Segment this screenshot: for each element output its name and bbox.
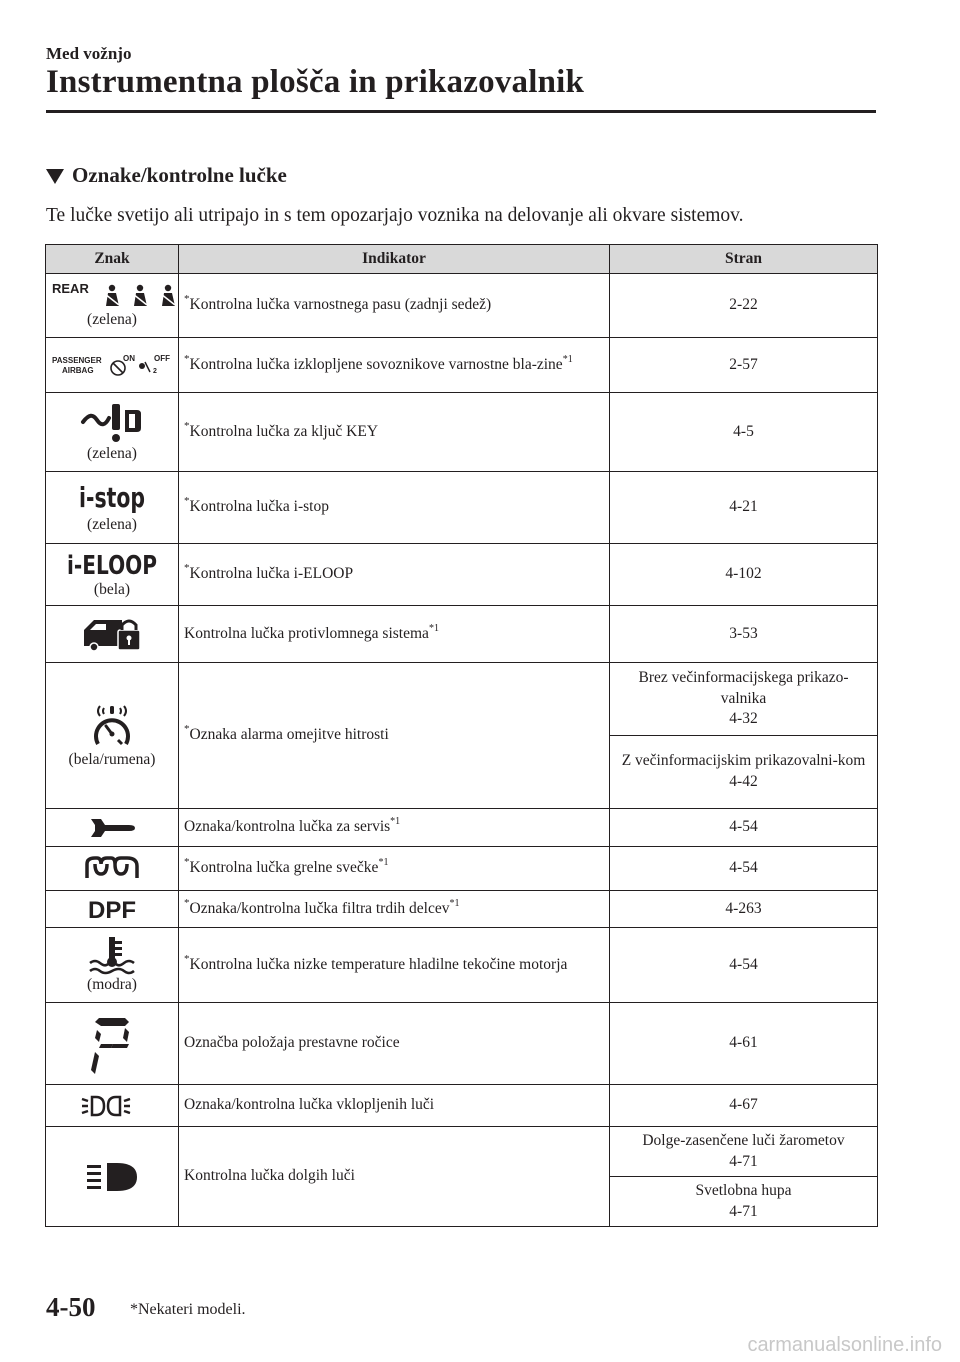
rear-seatbelt-icon (50, 280, 178, 310)
footnote-ref: *1 (428, 622, 439, 634)
icon-color-label: (modra) (87, 975, 137, 993)
page-note: Z večinformacijskim prikazovalni-kom (621, 752, 866, 770)
indicator-text: Kontrolna lučka dolgih luči (184, 1167, 355, 1185)
dpf-icon (81, 896, 143, 922)
indicator-text: Kontrolna lučka izklopljene sovoznikove varnostne bla-zine (189, 355, 563, 373)
asterisk: * (184, 419, 190, 432)
footnote: *Nekateri modeli. (130, 1301, 246, 1318)
indicator-cell (179, 928, 610, 1003)
page-number: 4-32 (729, 710, 758, 728)
indicator-text: Kontrolna lučka i-stop (189, 498, 329, 516)
symbol-cell (46, 393, 179, 472)
page-cell: 2-22 (610, 274, 878, 338)
indicator-cell (179, 472, 610, 544)
table-row (46, 847, 878, 891)
page-cell (610, 663, 878, 736)
symbol-cell (46, 544, 179, 606)
security-lock-icon (82, 616, 142, 652)
wrench-icon (87, 817, 137, 839)
symbol-cell (46, 606, 179, 663)
asterisk: * (184, 562, 190, 575)
symbol-cell (46, 928, 179, 1003)
i-stop-label: i-stop (79, 481, 145, 515)
symbol-cell (46, 274, 179, 338)
footnote-ref: *1 (449, 897, 460, 909)
page-cell: 4-54 (610, 809, 878, 847)
page-note: Svetlobna hupa (695, 1181, 792, 1199)
page-number: 4-50 (46, 1292, 96, 1322)
icon-color-label: (zelena) (87, 516, 137, 534)
airbag-label: AIRBAG (62, 366, 94, 375)
icon-color-label: (bela) (93, 581, 131, 599)
table-row (46, 928, 878, 1003)
gear-position-icon (87, 1012, 137, 1076)
subheading (46, 163, 287, 188)
indicator-cell (179, 663, 610, 809)
header-znak: Znak (46, 245, 179, 274)
table-row (46, 606, 878, 663)
table-row (46, 809, 878, 847)
symbol-cell (46, 472, 179, 544)
page-title: Instrumentna plošča in prikazovalnik (46, 64, 585, 100)
indicator-text: Kontrolna lučka protivlomnega sistema (184, 624, 429, 642)
symbol-cell (46, 1085, 179, 1127)
page-cell (610, 736, 878, 809)
asterisk: * (184, 896, 190, 909)
indicator-cell (179, 544, 610, 606)
page-cell: 2-57 (610, 338, 878, 393)
i-stop-icon (77, 479, 147, 515)
triangle-bullet-icon (46, 169, 64, 184)
table-row (46, 1085, 878, 1127)
indicator-text: Oznaka/kontrolna lučka za servis (184, 818, 391, 836)
key-warning-icon (81, 400, 143, 444)
page-cell: 4-67 (610, 1085, 878, 1127)
page-note: Brez večinformacijskega prikazo-valnika (638, 668, 849, 707)
indicator-cell (179, 1127, 610, 1227)
header-indikator: Indikator (179, 245, 610, 274)
table-row (46, 663, 878, 736)
symbol-cell (46, 809, 179, 847)
indicator-text: Označba položaja prestavne ročice (184, 1034, 400, 1052)
symbol-cell (46, 338, 179, 393)
symbol-cell (46, 847, 179, 891)
asterisk: * (184, 352, 190, 365)
footnote-ref: *1 (378, 857, 389, 869)
page-number: 4-71 (729, 1152, 758, 1170)
page-cell: 4-5 (610, 393, 878, 472)
page-cell: 3-53 (610, 606, 878, 663)
symbol-cell (46, 1127, 179, 1227)
passenger-airbag-icon (50, 352, 174, 378)
title-rule (46, 110, 876, 113)
passenger-label: PASSENGER (52, 356, 102, 365)
asterisk: * (184, 952, 190, 965)
page-cell: 4-263 (610, 891, 878, 928)
intro-paragraph: Te lučke svetijo ali utripajo in s tem opozarjajo voznika na delovanje ali okvare sistemov. (46, 205, 744, 226)
icon-color-label: (zelena) (87, 311, 137, 329)
symbol-cell (46, 663, 179, 809)
footnote-ref: *1 (390, 816, 401, 828)
subheading-text: Oznake/kontrolne lučke (72, 163, 287, 187)
table-row (46, 1127, 878, 1177)
page-cell: 4-21 (610, 472, 878, 544)
indicator-cell (179, 274, 610, 338)
page-number: 4-42 (729, 773, 758, 790)
indicator-cell (179, 1085, 610, 1127)
indicator-cell (179, 606, 610, 663)
table-row (46, 274, 878, 338)
off-label: OFF (154, 354, 170, 363)
header-stran: Stran (610, 245, 878, 274)
i-eloop-label: i-ELOOP (67, 551, 157, 582)
indicator-text: Kontrolna lučka nizke temperature hladilne tekočine motorja (189, 955, 568, 973)
indicator-cell (179, 338, 610, 393)
table-row (46, 338, 878, 393)
lights-on-icon (80, 1093, 144, 1119)
glow-plug-icon (81, 856, 143, 882)
page-number: 4-71 (729, 1202, 758, 1220)
off-number-label: 2 (153, 368, 157, 375)
rear-label: REAR (52, 281, 89, 297)
page-note: Dolge-zasenčene luči žarometov (642, 1131, 845, 1149)
asterisk: * (184, 856, 190, 869)
icon-color-label: (zelena) (87, 444, 137, 462)
i-eloop-icon (64, 548, 160, 580)
indicator-text: Kontrolna lučka i-ELOOP (189, 565, 354, 583)
speed-alarm-icon (90, 700, 134, 750)
indicator-cell (179, 393, 610, 472)
page-cell: 4-54 (610, 847, 878, 891)
table-row (46, 1003, 878, 1085)
watermark: carmanualsonline.info (747, 1334, 942, 1356)
indicator-cell (179, 809, 610, 847)
asterisk: * (184, 293, 190, 306)
page-cell (610, 1177, 878, 1227)
indicator-cell (179, 847, 610, 891)
indicator-cell (179, 1003, 610, 1085)
indicator-text: Oznaka/kontrolna lučka vklopljenih luči (184, 1096, 435, 1114)
dpf-label: DPF (88, 897, 136, 924)
high-beam-icon (85, 1161, 139, 1193)
symbol-cell (46, 1003, 179, 1085)
table-row (46, 472, 878, 544)
indicator-text: Kontrolna lučka varnostnega pasu (zadnji sedež) (189, 296, 492, 314)
symbol-cell (46, 891, 179, 928)
table-row (46, 393, 878, 472)
table-header-row (46, 245, 878, 274)
icon-color-label: (bela/rumena) (68, 751, 156, 769)
indicator-text: Kontrolna lučka grelne svečke (189, 859, 379, 877)
page-cell: 4-61 (610, 1003, 878, 1085)
table-row (46, 544, 878, 606)
asterisk: * (184, 723, 190, 736)
page-cell (610, 1127, 878, 1177)
page-cell: 4-102 (610, 544, 878, 606)
coolant-temperature-icon (87, 935, 137, 975)
table-row (46, 891, 878, 928)
footnote-ref: *1 (562, 353, 573, 365)
indicator-table (45, 244, 878, 1227)
indicator-text: Kontrolna lučka za ključ KEY (189, 422, 379, 440)
indicator-text: Oznaka alarma omejitve hitrosti (189, 726, 389, 744)
on-label: ON (123, 354, 135, 363)
indicator-text: Oznaka/kontrolna lučka filtra trdih delcev (189, 899, 450, 917)
page-cell: 4-54 (610, 928, 878, 1003)
section-label: Med vožnjo (46, 44, 132, 63)
indicator-cell (179, 891, 610, 928)
asterisk: * (184, 495, 190, 508)
